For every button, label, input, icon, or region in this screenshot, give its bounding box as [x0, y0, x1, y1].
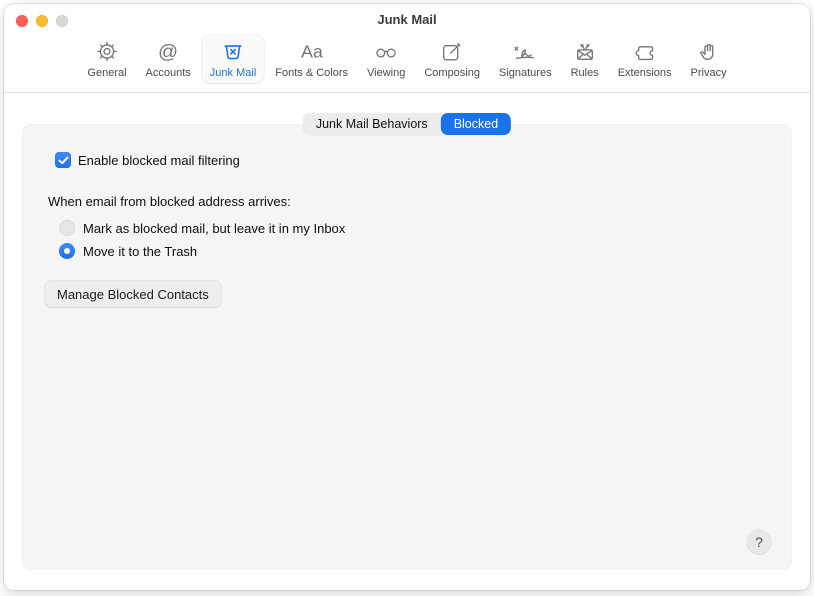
mark-as-blocked-option[interactable]: [59, 220, 345, 236]
preferences-window: [4, 4, 810, 590]
toolbar-label: Extensions: [617, 67, 672, 79]
toolbar-label: Composing: [424, 67, 480, 79]
toolbar-item-extensions[interactable]: [610, 35, 680, 83]
fonts-aa-icon: [296, 38, 328, 66]
toolbar-item-viewing[interactable]: [359, 35, 413, 83]
tab-junk-mail-behaviors[interactable]: Junk Mail Behaviors: [315, 117, 428, 131]
toolbar-item-signatures[interactable]: [491, 35, 560, 83]
radio-label[interactable]: Move it to the Trash: [83, 243, 198, 259]
toolbar-label: Privacy: [690, 67, 727, 79]
toolbar-item-privacy[interactable]: [683, 35, 735, 83]
toolbar-label: Signatures: [498, 67, 552, 79]
tab-blocked[interactable]: Blocked: [441, 113, 511, 135]
move-to-trash-option[interactable]: [59, 243, 197, 259]
toolbar-item-composing[interactable]: [416, 35, 488, 83]
envelope-arrows-icon: [571, 38, 599, 66]
window-title: Junk Mail: [377, 12, 437, 27]
enable-blocked-filtering-row[interactable]: [55, 152, 240, 168]
toolbar-item-accounts[interactable]: [138, 35, 199, 83]
blocked-settings-panel: [22, 124, 792, 570]
toolbar-item-junk-mail[interactable]: [202, 35, 264, 83]
toolbar-label: Viewing: [367, 67, 406, 79]
toolbar-label: General: [87, 67, 127, 79]
gear-icon: [93, 38, 121, 66]
svg-text:Aa: Aa: [300, 41, 323, 62]
at-sign-icon: [154, 38, 182, 66]
eyeglasses-icon: [372, 38, 400, 66]
junk-trash-x-icon: [219, 38, 247, 66]
toolbar-label: Junk Mail: [209, 67, 257, 79]
toolbar-item-fonts-colors[interactable]: [267, 35, 356, 83]
mark-as-blocked-radio[interactable]: [59, 220, 75, 236]
checkmark-icon: [58, 156, 69, 165]
svg-text:@: @: [158, 40, 179, 63]
toolbar-label: Accounts: [145, 67, 191, 79]
titlebar: [4, 4, 810, 34]
checkbox-label[interactable]: Enable blocked mail filtering: [78, 152, 240, 168]
move-to-trash-radio[interactable]: [59, 243, 75, 259]
signature-icon: [510, 38, 540, 66]
toolbar-item-rules[interactable]: [563, 35, 607, 83]
radio-label[interactable]: Mark as blocked mail, but leave it in my Inbox: [83, 220, 346, 236]
content-area: [4, 93, 810, 590]
arrival-group-label: When email from blocked address arrives:: [48, 194, 291, 209]
manage-blocked-contacts-button[interactable]: Manage Blocked Contacts: [45, 281, 221, 307]
toolbar-label: Fonts & Colors: [275, 67, 349, 79]
toolbar-item-general[interactable]: [79, 35, 134, 83]
toolbar-label: Rules: [570, 67, 599, 79]
puzzle-piece-icon: [631, 38, 659, 66]
enable-blocked-filtering-checkbox[interactable]: [55, 152, 71, 168]
preferences-toolbar: [4, 32, 810, 92]
hand-icon: [695, 38, 723, 66]
compose-pencil-icon: [438, 38, 466, 66]
junk-mail-tabs: [303, 113, 511, 135]
help-button[interactable]: ?: [747, 530, 771, 554]
